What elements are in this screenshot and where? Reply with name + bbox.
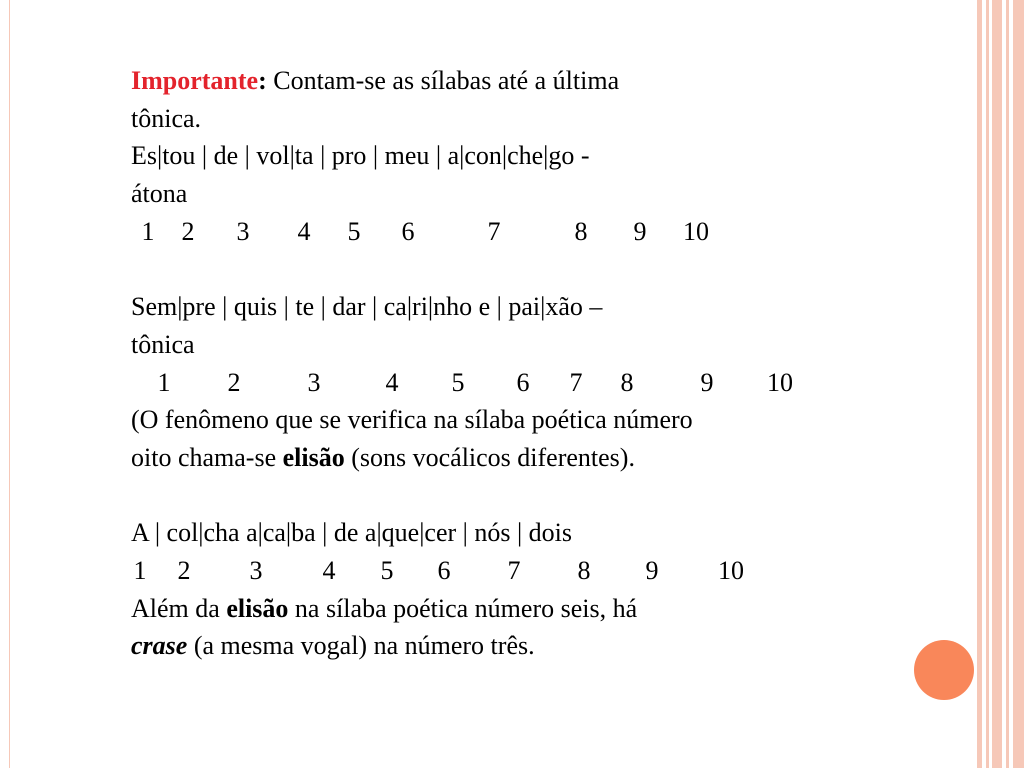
syllable-number: 1 <box>133 555 147 585</box>
verse-1-stress: átona <box>131 179 188 209</box>
syllable-number: 1 <box>141 216 155 246</box>
term-elisao: elisão <box>282 442 345 472</box>
syllable-number: 5 <box>347 216 361 246</box>
conclusion-text-c: (a mesma vogal) na número três. <box>187 631 535 661</box>
syllable-numbers-1 <box>131 213 911 251</box>
syllable-number: 8 <box>577 555 591 585</box>
syllable-number: 6 <box>401 216 415 246</box>
term-elisao-2: elisão <box>226 593 289 623</box>
syllable-number: 7 <box>569 367 583 397</box>
syllable-number: 6 <box>437 555 451 585</box>
syllable-number: 7 <box>507 555 521 585</box>
spacer <box>131 250 911 288</box>
verse-2: Sem|pre | quis | te | dar | ca|ri|nho e | pai|xão – <box>131 292 603 322</box>
syllable-number: 9 <box>700 367 714 397</box>
conclusion-text-b: na sílaba poética número seis, há <box>288 593 638 623</box>
syllable-number: 1 <box>157 367 171 397</box>
syllable-number: 2 <box>227 367 241 397</box>
syllable-number: 8 <box>620 367 634 397</box>
syllable-number: 7 <box>487 216 501 246</box>
syllable-number: 5 <box>380 555 394 585</box>
decorative-circle <box>914 640 974 700</box>
syllable-number: 2 <box>181 216 195 246</box>
important-text: Contam-se as sílabas até a última <box>266 66 620 95</box>
conclusion-text-a: Além da <box>131 593 227 623</box>
term-crase: crase <box>131 631 188 661</box>
explanation-line-2 <box>131 439 911 477</box>
syllable-number: 10 <box>683 216 709 246</box>
conclusion-line-1 <box>131 590 911 628</box>
syllable-number: 8 <box>574 216 588 246</box>
explanation-text-a: oito chama-se <box>131 442 283 472</box>
slide-content <box>131 62 911 665</box>
line-tonica-1: tônica. <box>131 103 202 133</box>
syllable-number: 3 <box>249 555 263 585</box>
syllable-number: 4 <box>385 367 399 397</box>
explanation-line-1: (O fenômeno que se verifica na sílaba poética número <box>131 405 693 435</box>
spacer <box>131 477 911 515</box>
verse-2-stress: tônica <box>131 329 195 359</box>
syllable-number: 9 <box>633 216 647 246</box>
syllable-number: 3 <box>307 367 321 397</box>
syllable-numbers-2 <box>131 364 911 402</box>
explanation-text-b: (sons vocálicos diferentes). <box>344 442 635 472</box>
syllable-numbers-3 <box>131 552 911 590</box>
verse-3: A | col|cha a|ca|ba | de a|que|cer | nós | dois <box>131 518 573 548</box>
syllable-number: 4 <box>297 216 311 246</box>
line-important <box>131 62 911 100</box>
syllable-number: 3 <box>236 216 250 246</box>
syllable-number: 2 <box>177 555 191 585</box>
syllable-number: 6 <box>516 367 530 397</box>
syllable-number: 10 <box>767 367 793 397</box>
important-colon: : <box>258 66 267 95</box>
conclusion-line-2 <box>131 627 911 665</box>
syllable-number: 4 <box>322 555 336 585</box>
syllable-number: 10 <box>718 555 744 585</box>
verse-1: Es|tou | de | vol|ta | pro | meu | a|con|che|go - <box>131 141 590 171</box>
right-decorative-stripes <box>978 0 1024 768</box>
important-label: Importante <box>131 66 259 95</box>
syllable-number: 9 <box>645 555 659 585</box>
syllable-number: 5 <box>451 367 465 397</box>
